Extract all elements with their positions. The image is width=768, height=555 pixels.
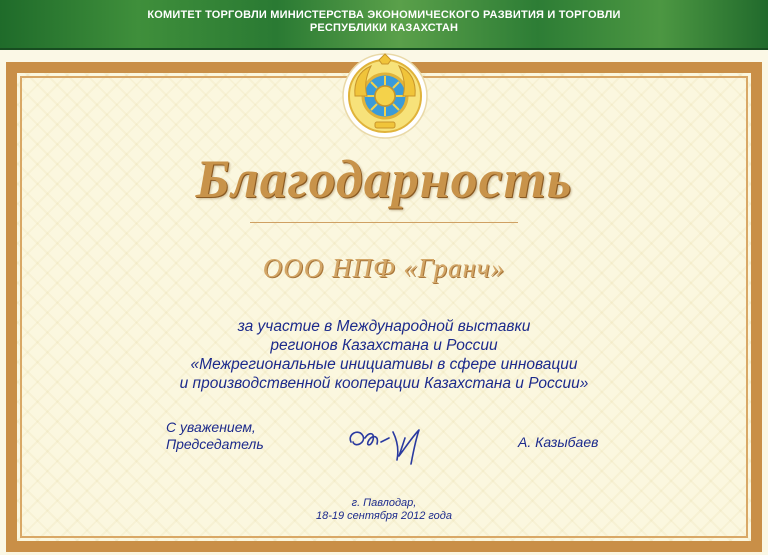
- greeting-line: С уважением,: [166, 419, 256, 435]
- header-text: [0, 9, 768, 35]
- title-underline: [250, 222, 518, 223]
- recipient-name: ООО НПФ «Гранч»: [262, 253, 506, 283]
- header-banner: [0, 0, 768, 50]
- frame-inner-border: [20, 76, 748, 538]
- body-line-4: и производственной кооперации Казахстана и России»: [179, 375, 589, 392]
- body-line-1: за участие в Международной выставки: [237, 318, 531, 335]
- greeting-block: [166, 419, 264, 453]
- body-line-2: регионов Казахстана и России: [270, 337, 498, 354]
- date: 18-19 сентября 2012 года: [315, 510, 453, 522]
- header-line-1: КОМИТЕТ ТОРГОВЛИ МИНИСТЕРСТВА ЭКОНОМИЧЕСКОГО РАЗВИТИЯ И ТОРГОВЛИ: [147, 9, 621, 21]
- header-line-2: РЕСПУБЛИКИ КАЗАХСТАН: [309, 22, 459, 34]
- chairman-title: Председатель: [166, 436, 264, 452]
- certificate-body: [0, 317, 768, 393]
- handwritten-signature: [343, 420, 438, 468]
- body-line-3: «Межрегиональные инициативы в сфере инновации: [190, 356, 578, 373]
- kazakhstan-state-emblem-icon: [341, 52, 429, 140]
- signer-name: А. Казыбаев: [518, 434, 599, 450]
- certificate-title: Благодарность: [195, 149, 573, 209]
- place: г. Павлодар,: [351, 497, 417, 509]
- place-and-date: [0, 497, 768, 523]
